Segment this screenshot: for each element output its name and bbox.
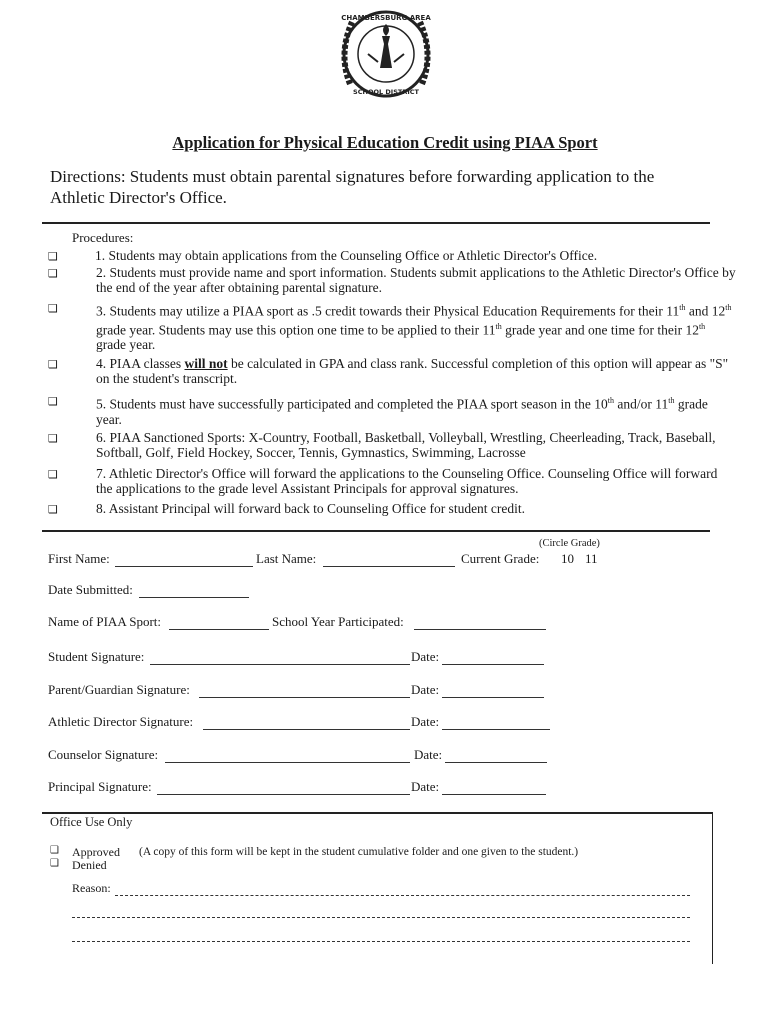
- student-signature-label: Student Signature:: [48, 649, 145, 664]
- approved-checkbox-icon[interactable]: ❑: [50, 845, 59, 856]
- sport-field[interactable]: [169, 629, 269, 630]
- athletic-director-signature-label: Athletic Director Signature:: [48, 714, 194, 729]
- reason-label: Reason:: [72, 881, 111, 895]
- checkbox-icon[interactable]: ❑: [48, 432, 58, 445]
- office-copy-note: (A copy of this form will be kept in the student cumulative folder and one given to the student.): [139, 846, 579, 858]
- sport-label: Name of PIAA Sport:: [48, 614, 162, 629]
- parent-date-field[interactable]: [442, 697, 544, 698]
- first-name-label: First Name:: [48, 551, 110, 566]
- principal-signature-label: Principal Signature:: [48, 779, 152, 794]
- directions-text: Directions: Students must obtain parental signatures before forwarding application to the Athletic Director's Office.: [50, 167, 655, 207]
- parent-signature-label: Parent/Guardian Signature:: [48, 682, 190, 697]
- parent-date-label: Date:: [411, 682, 440, 697]
- reason-field-line-3[interactable]: [72, 941, 690, 942]
- school-year-label: School Year Participated:: [272, 614, 404, 629]
- athletic-director-date-field[interactable]: [442, 729, 550, 730]
- parent-signature-field[interactable]: [199, 697, 410, 698]
- counselor-signature-label: Counselor Signature:: [48, 747, 159, 762]
- date-submitted-label: Date Submitted:: [48, 582, 133, 597]
- grade-option-11[interactable]: 11: [585, 551, 598, 566]
- date-submitted-field[interactable]: [139, 597, 249, 598]
- checkbox-icon[interactable]: ❑: [48, 267, 58, 280]
- counselor-date-label: Date:: [414, 747, 443, 762]
- circle-grade-note: (Circle Grade): [539, 538, 600, 549]
- divider: [42, 222, 710, 224]
- school-year-field[interactable]: [414, 629, 546, 630]
- principal-date-field[interactable]: [442, 794, 546, 795]
- denied-checkbox-icon[interactable]: ❑: [50, 858, 59, 869]
- principal-date-label: Date:: [411, 779, 440, 794]
- last-name-label: Last Name:: [256, 551, 317, 566]
- office-use-label: Office Use Only: [50, 815, 133, 829]
- grade-option-10[interactable]: 10: [561, 551, 574, 566]
- first-name-field[interactable]: [115, 566, 253, 567]
- athletic-director-signature-field[interactable]: [203, 729, 410, 730]
- student-date-label: Date:: [411, 649, 440, 664]
- student-signature-field[interactable]: [150, 664, 410, 665]
- district-seal-logo: [330, 4, 442, 108]
- seal-text-top: CHAMBERSBURG AREA: [341, 14, 431, 22]
- checkbox-icon[interactable]: ❑: [48, 503, 58, 516]
- checkbox-icon[interactable]: ❑: [48, 358, 58, 371]
- checkbox-icon[interactable]: ❑: [48, 302, 58, 315]
- seal-text-bottom: SCHOOL DISTRICT: [353, 88, 419, 96]
- divider: [42, 530, 710, 532]
- last-name-field[interactable]: [323, 566, 455, 567]
- procedures-heading: Procedures:: [72, 230, 134, 245]
- checkbox-icon[interactable]: ❑: [48, 250, 58, 263]
- athletic-director-date-label: Date:: [411, 714, 440, 729]
- reason-field-line-1[interactable]: [115, 895, 690, 896]
- approved-label: Approved: [72, 845, 120, 859]
- principal-signature-field[interactable]: [157, 794, 410, 795]
- denied-label: Denied: [72, 858, 107, 872]
- student-date-field[interactable]: [442, 664, 544, 665]
- counselor-signature-field[interactable]: [165, 762, 410, 763]
- counselor-date-field[interactable]: [445, 762, 547, 763]
- checkbox-icon[interactable]: ❑: [48, 395, 58, 408]
- form-title: Application for Physical Education Credit using PIAA Sport: [172, 133, 598, 152]
- reason-field-line-2[interactable]: [72, 917, 690, 918]
- current-grade-label: Current Grade:: [461, 551, 540, 566]
- checkbox-icon[interactable]: ❑: [48, 468, 58, 481]
